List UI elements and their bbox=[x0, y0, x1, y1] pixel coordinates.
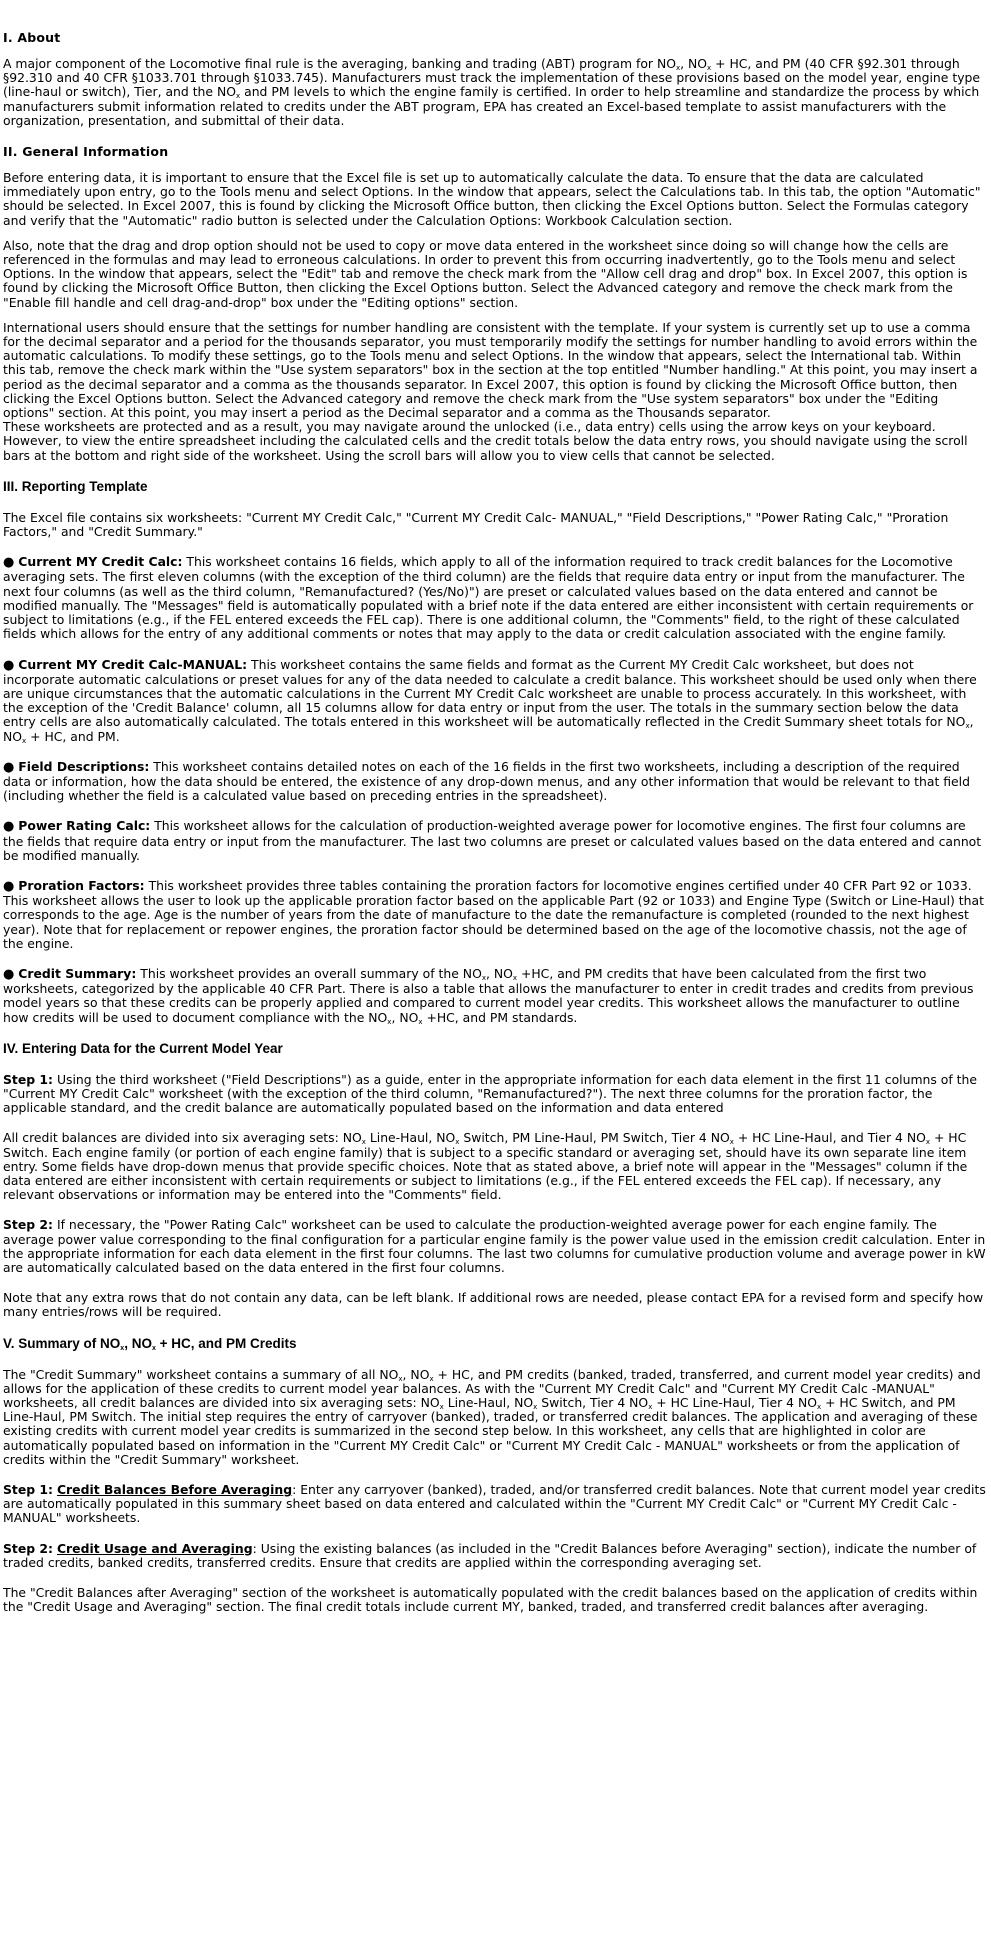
bullet-field-descriptions: ● Field Descriptions: This worksheet contains detailed notes on each of the 16 fields in the first two worksheets, including a description of the required data or information, how the data should be entered, the existence of any drop-down menus, and any other information that would be relevant to that field (including whether the field is a calculated value based on preceding entries in the spreadsheet). bbox=[3, 758, 970, 804]
bullet-current-my-credit-calc-manual: ● Current MY Credit Calc-MANUAL: This worksheet contains the same fields and format as the Current MY Credit Calc worksheet, but does not incorporate automatic calculations or preset values for any of the data needed to calculate a credit balance. This worksheet should be used only when there are unique circumstances that the automatic calculations in the Current MY Credit Calc worksheet are unable to process accurately. In this worksheet, with the exception of the 'Credit Balance' column, all 15 columns allow for data entry or input from the user. The totals in the summary section below the data entry cells are also automatically calculated. The totals entered in this worksheet will be automatically reflected in the Credit Summary sheet totals for $NO_x$, $NO_x$ + HC, and PM. bbox=[3, 656, 977, 745]
bullet-icon: ● bbox=[3, 878, 15, 894]
section-about-heading: I. About bbox=[3, 30, 61, 45]
summary-step-1: Step 1: Credit Balances Before Averaging: Enter any carryover (banked), traded, and/or transferred credit balances. Note that current model year credits are automatically populated in this summary sheet based on data entered and calculated within the "Current MY Credit Calc" or "Current MY Credit Calc - MANUAL" worksheets. bbox=[3, 1482, 986, 1526]
bullet-proration-factors: ● Proration Factors: This worksheet provides three tables containing the proration factors for locomotive engines certified under 40 CFR Part 92 or 1033. This worksheet allows the user to look up the applicable proration factor based on the applicable Part (92 or 1033) and Engine Type (Switch or Line-Haul) that corresponds to the age. Age is the number of years from the date of manufacture to the date the remanufacture is completed (rounded to the next highest year). Note that for replacement or repower engines, the proration factor should be determined based on the age of the locomotive chassis, not the age of the engine. bbox=[3, 877, 984, 951]
bullet-icon: ● bbox=[3, 819, 15, 835]
section-general-info-heading: II. General Information bbox=[3, 144, 169, 160]
summary-paragraph: The "Credit Summary" worksheet contains a summary of all $NO_x$, $NO_x$ + HC, and PM credits (banked, traded, transferred, and current model year credits) and allows for the application of these credits to current model year balances. As with the "Current MY Credit Calc" and "Current MY Credit Calc -MANUAL" worksheets, all credit balances are divided into six averaging sets: $NO_x$ Line-Haul, $NO_x$ Switch, Tier 4 $NO_x$ + HC Line-Haul, Tier 4 $NO_x$ + HC Switch, and PM Line-Haul, PM Switch. The initial step requires the entry of carryover (banked), traded, or transferred credit balances. The application and averaging of these existing credits with current model year credits is summarized in the second step below. In this worksheet, any cells that are highlighted in color are automatically populated based on information in the "Current MY Credit Calc" or "Current MY Credit Calc - MANUAL" worksheets or from the application of credits within the "Credit Summary" worksheet. bbox=[3, 1366, 981, 1467]
bullet-icon: ● bbox=[3, 555, 15, 571]
section-reporting-template-heading: III. Reporting Template bbox=[3, 478, 148, 494]
bullet-icon: ● bbox=[3, 759, 15, 775]
bullet-credit-summary: ● Credit Summary: This worksheet provides an overall summary of the $NO_x$, $NO_x +HC$, and PM credits that have been calculated from the first two worksheets, categorized by the applicable 40 CFR Part. There is also a table that allows the manufacturer to enter in credit trades and credits from previous model years so that these credits can be properly applied and compared to current model year credits. This worksheet allows the manufacturer to outline how credits will be used to document compliance with the $NO_x$, $NO_x +HC$, and PM standards. bbox=[3, 965, 974, 1026]
bullet-current-my-credit-calc: ● Current MY Credit Calc: This worksheet contains 16 fields, which apply to all of the information required to track credit balances for the Locomotive averaging sets. The first eleven columns (with the exception of the third column) are the fields that require data entry or input from the manufacturer. The next four columns (as well as the third column, "Remanufactured? (Yes/No)") are preset or calculated values based on the data entered and cannot be modified manually. The "Messages" field is automatically populated with a brief note if the data entered are either inconsistent with certain requirements or subject to limitations (e.g., if the FEL entered exceeds the FEL cap). There is one additional column, the "Comments" field, to the right of these calculated fields which allows for the entry of any additional comments or notes that may apply to the data or credit calculation associated with the engine family. bbox=[3, 554, 974, 642]
general-info-paragraph-1: Before entering data, it is important to ensure that the Excel file is set up to automatically calculate the data. To ensure that the data are calculated immediately upon entry, go to the Tools menu and select Options. In the window that appears, select the Calculations tab. In this tab, the option "Automatic" should be selected. In Excel 2007, this is found by clicking the Microsoft Office button, then clicking the Excel Options button. Select the Formulas category and verify that the "Automatic" radio button is selected under the Calculation Options: Workbook Calculation section. bbox=[3, 170, 981, 228]
entering-data-step-1: Step 1: Using the third worksheet ("Field Descriptions") as a guide, enter in the appropriate information for each data element in the first 11 columns of the "Current MY Credit Calc" worksheet (with the exception of the third column, "Remanufactured?"). The next three columns for the proration factor, the applicable standard, and the credit balance are automatically populated based on the information and data entered bbox=[3, 1071, 977, 1116]
general-info-paragraph-2: Also, note that the drag and drop option should not be used to copy or move data entered in the worksheet since doing so will change how the cells are referenced in the formulas and may lead to erroneous calculations. In order to prevent this from occurring inadvertently, go to the Tools menu and select Options. In the window that appears, select the "Edit" tab and remove the check mark from the "Allow cell drag and drop" box. In Excel 2007, this option is found by clicking the Microsoft Office Button, then clicking the Excel Options button. Select the Advanced category and remove the check mark from the "Enable fill handle and cell drag-and-drop" box under the "Editing options" section. bbox=[3, 237, 968, 310]
about-paragraph: A major component of the Locomotive final rule is the averaging, banking and trading (ABT) program for $NO_x$, $NO_x$ + HC, and PM (40 CFR §92.301 through §92.310 and 40 CFR §1033.701 through §1033.745). Manufacturers must track the implementation of these provisions based on the model year, engine type (line-haul or switch), Tier, and the $NO_x$ and PM levels to which the engine family is certified. In order to help streamline and standardize the process by which manufacturers submit information related to credits under the ABT program, EPA has created an Excel-based template to assist manufacturers with the organization, presentation, and submittal of their data. bbox=[3, 56, 981, 128]
averaging-sets-paragraph: All credit balances are divided into six averaging sets: $NO_x$ Line-Haul, $NO_x$ Switch, PM Line-Haul, PM Switch, Tier 4 $NO_x$ + HC Line-Haul, and Tier 4 $NO_x$ + HC Switch. Each engine family (or portion of each engine family) that is subject to a specific standard or averaging set, should have its own separate line item entry. Some fields have drop-down menus that provide specific choices. Note that as stated above, a brief note will appear in the "Messages" column if the data entered are either inconsistent with certain requirements or subject to limitations (e.g., if the FEL entered exceeds the FEL cap). If necessary, any relevant observations or information may be entered into the "Comments" field. bbox=[3, 1130, 968, 1203]
section-entering-data-heading: IV. Entering Data for the Current Model Year bbox=[3, 1040, 283, 1056]
summary-final-paragraph: The "Credit Balances after Averaging" section of the worksheet is automatically populated with the credit balances based on the application of credits within the "Credit Usage and Averaging" section. The final credit totals include current MY, banked, traded, and transferred credit balances after averaging. bbox=[3, 1585, 978, 1615]
summary-step-2: Step 2: Credit Usage and Averaging: Using the existing balances (as included in the "Credit Balances before Averaging" section), indicate the number of traded credits, banked credits, transferred credits. Ensure that credits are applied within the corresponding averaging set. bbox=[3, 1540, 977, 1570]
bullet-icon: ● bbox=[3, 657, 15, 673]
bullet-power-rating-calc: ● Power Rating Calc: This worksheet allows for the calculation of production-weighted average power for locomotive engines. The first four columns are the fields that require data entry or input from the manufacturer. The last two columns are preset or calculated values based on the data entered and cannot be modified manually. bbox=[3, 818, 982, 863]
section-summary-heading: V. Summary of $NO_x$, $NO_x$ + HC, and PM Credits bbox=[3, 1335, 297, 1352]
bullet-icon: ● bbox=[3, 966, 15, 982]
general-info-paragraph-3: International users should ensure that the settings for number handling are consistent with the template. If your system is currently set up to use a comma for the decimal separator and a period for the thousands separator, you must temporarily modify the settings for number handling to avoid errors within the automatic calculations. To modify these settings, go to the Tools menu and select Options. In the window that appears, select the International tab. Within this tab, remove the check mark within the "Use system separators" box in the section at the top entitled "Number handling." At this point, you may insert a period as the decimal separator and a comma as the thousands separator. In Excel 2007, this option is found by clicking the Microsoft Office button, then clicking the Excel Options button. Select the Advanced category and remove the check mark from the "Use system separators" box under the "Editing options" section. At this point, you may insert a period as the Decimal separator and a comma as the Thousands separator. bbox=[3, 319, 978, 421]
reporting-template-intro: The Excel file contains six worksheets: "Current MY Credit Calc," "Current MY Credit Calc- MANUAL," "Field Descriptions," "Power Rating Calc," "Proration Factors," and "Credit Summary." bbox=[3, 509, 949, 540]
entering-data-step-2: Step 2: If necessary, the "Power Rating Calc" worksheet can be used to calculate the production-weighted average power for each engine family. The average power value corresponding to the final configuration for a particular engine family is the power value used in the emission credit calculation. Enter in the appropriate information for each data element in the first four columns. The last two columns for cumulative production volume and average power in kW are automatically calculated based on the data entered in the first four columns. bbox=[3, 1217, 986, 1275]
general-info-paragraph-4: These worksheets are protected and as a result, you may navigate around the unlocked (i.e., data entry) cells using the arrow keys on your keyboard. However, to view the entire spreadsheet including the calculated cells and the credit totals below the data entry rows, you should navigate using the scroll bars at the bottom and right side of the worksheet. Using the scroll bars will allow you to view cells that cannot be selected. bbox=[3, 419, 968, 463]
extra-rows-note: Note that any extra rows that do not contain any data, can be left blank. If additional rows are needed, please contact EPA for a revised form and specify how many entries/rows will be required. bbox=[3, 1290, 984, 1320]
